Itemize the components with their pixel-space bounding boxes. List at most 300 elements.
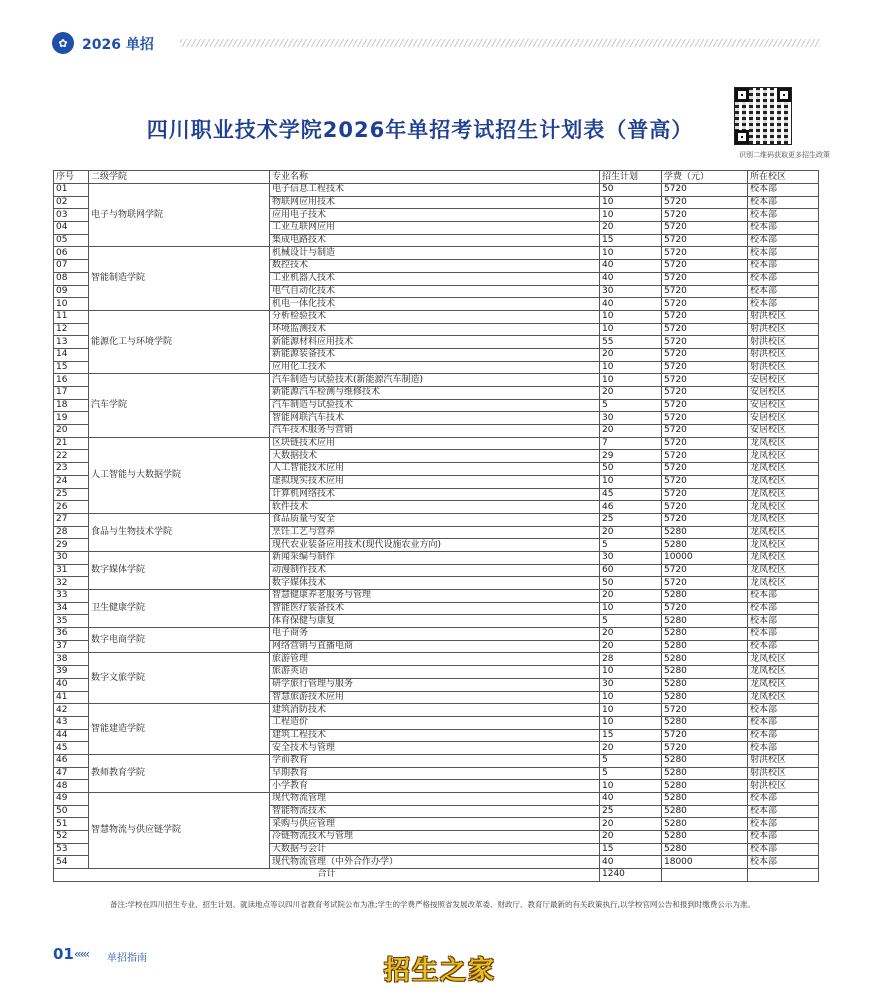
row-number: 51: [54, 818, 89, 831]
campus-name: 龙凤校区: [748, 463, 819, 476]
campus-name: 龙凤校区: [748, 526, 819, 539]
tuition-value: 5720: [662, 196, 748, 209]
campus-name: 校本部: [748, 285, 819, 298]
college-name: 智能制造学院: [89, 247, 270, 310]
tuition-value: 5720: [662, 348, 748, 361]
quota-value: 10: [600, 310, 662, 323]
major-name: 现代农业装备应用技术(现代设施农业方向): [270, 539, 600, 552]
row-number: 07: [54, 260, 89, 273]
quota-value: 55: [600, 336, 662, 349]
row-number: 10: [54, 298, 89, 311]
campus-name: 龙凤校区: [748, 577, 819, 590]
table-row: [54, 247, 819, 260]
tuition-value: 5280: [662, 818, 748, 831]
campus-name: 校本部: [748, 805, 819, 818]
quota-value: 40: [600, 298, 662, 311]
quota-value: 25: [600, 805, 662, 818]
major-name: 现代物流管理（中外合作办学）: [270, 856, 600, 869]
campus-name: 安居校区: [748, 399, 819, 412]
footnote: 备注:学校在四川招生专业、招生计划、就读地点等以四川省教育考试院公布为准;学生的学费严格按照省发展改革委、财政厅、教育厅最新的有关政策执行,以学校官网公告和报到时缴费公示为准。: [110, 900, 755, 909]
tuition-value: 5720: [662, 260, 748, 273]
column-header: 招生计划: [600, 171, 662, 184]
major-name: 动漫制作技术: [270, 564, 600, 577]
college-name: 智慧物流与供应链学院: [89, 793, 270, 869]
campus-name: 校本部: [748, 716, 819, 729]
quota-value: 30: [600, 551, 662, 564]
major-name: 智能网联汽车技术: [270, 412, 600, 425]
row-number: 24: [54, 475, 89, 488]
row-number: 35: [54, 615, 89, 628]
tuition-value: 5720: [662, 336, 748, 349]
major-name: 电子信息工程技术: [270, 184, 600, 197]
quota-value: 10: [600, 704, 662, 717]
tuition-value: 5280: [662, 539, 748, 552]
campus-name: 龙凤校区: [748, 475, 819, 488]
tuition-value: 5720: [662, 437, 748, 450]
row-number: 29: [54, 539, 89, 552]
campus-name: 射洪校区: [748, 348, 819, 361]
campus-name: 安居校区: [748, 425, 819, 438]
campus-name: 校本部: [748, 704, 819, 717]
tuition-value: 5720: [662, 463, 748, 476]
tuition-value: 5720: [662, 602, 748, 615]
row-number: 09: [54, 285, 89, 298]
tuition-value: 5280: [662, 691, 748, 704]
quota-value: 20: [600, 628, 662, 641]
page-header: [52, 32, 822, 54]
tuition-value: 5720: [662, 361, 748, 374]
quota-value: 10: [600, 716, 662, 729]
major-name: 大数据技术: [270, 450, 600, 463]
college-name: 食品与生物技术学院: [89, 513, 270, 551]
tuition-value: 5720: [662, 234, 748, 247]
quota-value: 5: [600, 399, 662, 412]
campus-name: 校本部: [748, 272, 819, 285]
campus-name: 龙凤校区: [748, 678, 819, 691]
major-name: 建筑工程技术: [270, 729, 600, 742]
college-name: 数字电商学院: [89, 628, 270, 653]
quota-value: 15: [600, 729, 662, 742]
tuition-value: 5280: [662, 526, 748, 539]
tuition-value: 5280: [662, 678, 748, 691]
tuition-value: 5280: [662, 831, 748, 844]
campus-name: 校本部: [748, 260, 819, 273]
campus-name: 校本部: [748, 742, 819, 755]
quota-value: 10: [600, 196, 662, 209]
quota-value: 20: [600, 831, 662, 844]
tuition-value: 18000: [662, 856, 748, 869]
tuition-value: 5720: [662, 425, 748, 438]
row-number: 05: [54, 234, 89, 247]
major-name: 小学教育: [270, 780, 600, 793]
quota-value: 30: [600, 412, 662, 425]
row-number: 17: [54, 387, 89, 400]
campus-name: 校本部: [748, 831, 819, 844]
major-name: 旅游管理: [270, 653, 600, 666]
tuition-value: 5720: [662, 285, 748, 298]
quota-value: 30: [600, 678, 662, 691]
tuition-value: 5280: [662, 767, 748, 780]
table-row: [54, 551, 819, 564]
quota-value: 10: [600, 374, 662, 387]
table-row: [54, 704, 819, 717]
row-number: 15: [54, 361, 89, 374]
major-name: 新能源汽车检测与维修技术: [270, 387, 600, 400]
row-number: 41: [54, 691, 89, 704]
major-name: 环境监测技术: [270, 323, 600, 336]
major-name: 工业机器人技术: [270, 272, 600, 285]
row-number: 54: [54, 856, 89, 869]
major-name: 新能源材料应用技术: [270, 336, 600, 349]
tuition-value: 10000: [662, 551, 748, 564]
row-number: 01: [54, 184, 89, 197]
row-number: 32: [54, 577, 89, 590]
tuition-value: 5280: [662, 805, 748, 818]
campus-name: 校本部: [748, 615, 819, 628]
campus-name: 安居校区: [748, 374, 819, 387]
quota-value: 50: [600, 184, 662, 197]
quota-value: 20: [600, 348, 662, 361]
college-name: 教师教育学院: [89, 754, 270, 792]
quota-value: 10: [600, 209, 662, 222]
quota-value: 20: [600, 742, 662, 755]
campus-name: 校本部: [748, 818, 819, 831]
campus-name: 校本部: [748, 184, 819, 197]
campus-name: 射洪校区: [748, 754, 819, 767]
quota-value: 10: [600, 666, 662, 679]
row-number: 44: [54, 729, 89, 742]
quota-value: 10: [600, 323, 662, 336]
row-number: 40: [54, 678, 89, 691]
major-name: 区块链技术应用: [270, 437, 600, 450]
major-name: 物联网应用技术: [270, 196, 600, 209]
major-name: 人工智能技术应用: [270, 463, 600, 476]
table-row: [54, 590, 819, 603]
major-name: 食品质量与安全: [270, 513, 600, 526]
tuition-value: 5280: [662, 590, 748, 603]
table-row: [54, 754, 819, 767]
quota-value: 15: [600, 843, 662, 856]
major-name: 电气自动化技术: [270, 285, 600, 298]
row-number: 38: [54, 653, 89, 666]
campus-name: 校本部: [748, 729, 819, 742]
row-number: 47: [54, 767, 89, 780]
tuition-value: 5720: [662, 323, 748, 336]
tuition-value: 5720: [662, 247, 748, 260]
tuition-value: 5720: [662, 501, 748, 514]
quota-value: 10: [600, 691, 662, 704]
campus-name: 龙凤校区: [748, 539, 819, 552]
page-number: 01: [53, 945, 74, 963]
table-row: [54, 653, 819, 666]
campus-name: 校本部: [748, 590, 819, 603]
school-emblem-icon: ✿: [52, 32, 74, 54]
campus-name: 校本部: [748, 843, 819, 856]
major-name: 学前教育: [270, 754, 600, 767]
total-row: [54, 869, 819, 882]
chevron-left-icon: ‹‹‹‹‹: [74, 947, 88, 961]
quota-value: 29: [600, 450, 662, 463]
campus-name: 龙凤校区: [748, 691, 819, 704]
college-name: 智能建造学院: [89, 704, 270, 755]
quota-value: 20: [600, 387, 662, 400]
header-title: 2026 单招: [82, 37, 154, 53]
column-header: 所在校区: [748, 171, 819, 184]
major-name: 智能医疗装备技术: [270, 602, 600, 615]
tuition-value: 5280: [662, 793, 748, 806]
quota-value: 28: [600, 653, 662, 666]
quota-value: 60: [600, 564, 662, 577]
campus-name: 射洪校区: [748, 767, 819, 780]
row-number: 46: [54, 754, 89, 767]
page-title: 四川职业技术学院2026年单招考试招生计划表（普高）: [146, 118, 694, 142]
tuition-value: 5280: [662, 653, 748, 666]
table-header-row: [54, 171, 819, 184]
campus-name: 龙凤校区: [748, 666, 819, 679]
major-name: 冷链物流技术与管理: [270, 831, 600, 844]
table-row: [54, 513, 819, 526]
row-number: 13: [54, 336, 89, 349]
major-name: 安全技术与管理: [270, 742, 600, 755]
row-number: 27: [54, 513, 89, 526]
row-number: 45: [54, 742, 89, 755]
college-name: 人工智能与大数据学院: [89, 437, 270, 513]
qr-note: 识别二维码获取更多招生政策: [739, 151, 830, 159]
tuition-value: 5720: [662, 298, 748, 311]
major-name: 现代物流管理: [270, 793, 600, 806]
college-name: 数字文旅学院: [89, 653, 270, 704]
major-name: 应用电子技术: [270, 209, 600, 222]
row-number: 48: [54, 780, 89, 793]
tuition-value: 5280: [662, 628, 748, 641]
row-number: 21: [54, 437, 89, 450]
row-number: 12: [54, 323, 89, 336]
row-number: 33: [54, 590, 89, 603]
campus-name: 射洪校区: [748, 323, 819, 336]
major-name: 智慧健康养老服务与管理: [270, 590, 600, 603]
qr-code[interactable]: [735, 88, 791, 144]
row-number: 37: [54, 640, 89, 653]
row-number: 53: [54, 843, 89, 856]
campus-name: 龙凤校区: [748, 488, 819, 501]
quota-value: 40: [600, 856, 662, 869]
quota-value: 10: [600, 602, 662, 615]
major-name: 分析检验技术: [270, 310, 600, 323]
campus-name: 射洪校区: [748, 780, 819, 793]
row-number: 25: [54, 488, 89, 501]
total-value: 1240: [600, 869, 662, 882]
quota-value: 20: [600, 526, 662, 539]
quota-value: 50: [600, 463, 662, 476]
table-row: [54, 793, 819, 806]
major-name: 软件技术: [270, 501, 600, 514]
campus-name: 龙凤校区: [748, 437, 819, 450]
row-number: 08: [54, 272, 89, 285]
table-row: [54, 310, 819, 323]
column-header: 二级学院: [89, 171, 270, 184]
tuition-value: 5280: [662, 754, 748, 767]
tuition-value: 5720: [662, 577, 748, 590]
campus-name: 校本部: [748, 298, 819, 311]
major-name: 电子商务: [270, 628, 600, 641]
campus-name: 龙凤校区: [748, 653, 819, 666]
row-number: 43: [54, 716, 89, 729]
column-header: 专业名称: [270, 171, 600, 184]
tuition-value: 5720: [662, 450, 748, 463]
campus-name: 校本部: [748, 640, 819, 653]
major-name: 早期教育: [270, 767, 600, 780]
campus-name: 校本部: [748, 196, 819, 209]
total-label: 合计: [54, 869, 600, 882]
campus-name: 校本部: [748, 602, 819, 615]
row-number: 28: [54, 526, 89, 539]
quota-value: 5: [600, 615, 662, 628]
major-name: 数字媒体技术: [270, 577, 600, 590]
campus-name: 龙凤校区: [748, 513, 819, 526]
tuition-value: 5720: [662, 704, 748, 717]
campus-name: 龙凤校区: [748, 564, 819, 577]
tuition-value: 5720: [662, 374, 748, 387]
quota-value: 20: [600, 222, 662, 235]
major-name: 智慧旅游技术应用: [270, 691, 600, 704]
quota-value: 45: [600, 488, 662, 501]
quota-value: 10: [600, 475, 662, 488]
major-name: 智能物流技术: [270, 805, 600, 818]
college-name: 电子与物联网学院: [89, 184, 270, 247]
tuition-value: 5720: [662, 488, 748, 501]
row-number: 18: [54, 399, 89, 412]
tuition-value: 5720: [662, 513, 748, 526]
table-row: [54, 437, 819, 450]
row-number: 03: [54, 209, 89, 222]
tuition-value: 5720: [662, 272, 748, 285]
campus-name: 射洪校区: [748, 310, 819, 323]
empty-cell: [748, 869, 819, 882]
major-name: 应用化工技术: [270, 361, 600, 374]
row-number: 52: [54, 831, 89, 844]
quota-value: 40: [600, 793, 662, 806]
row-number: 19: [54, 412, 89, 425]
column-header: 序号: [54, 171, 89, 184]
campus-name: 校本部: [748, 247, 819, 260]
tuition-value: 5720: [662, 399, 748, 412]
quota-value: 10: [600, 247, 662, 260]
campus-name: 射洪校区: [748, 361, 819, 374]
row-number: 39: [54, 666, 89, 679]
tuition-value: 5280: [662, 780, 748, 793]
major-name: 网络营销与直播电商: [270, 640, 600, 653]
campus-name: 龙凤校区: [748, 501, 819, 514]
quota-value: 20: [600, 425, 662, 438]
campus-name: 射洪校区: [748, 336, 819, 349]
campus-name: 安居校区: [748, 412, 819, 425]
campus-name: 校本部: [748, 856, 819, 869]
major-name: 工程造价: [270, 716, 600, 729]
tuition-value: 5720: [662, 310, 748, 323]
row-number: 50: [54, 805, 89, 818]
major-name: 烹饪工艺与营养: [270, 526, 600, 539]
major-name: 体育保健与康复: [270, 615, 600, 628]
table-row: [54, 184, 819, 197]
campus-name: 安居校区: [748, 387, 819, 400]
row-number: 34: [54, 602, 89, 615]
row-number: 04: [54, 222, 89, 235]
college-name: 数字媒体学院: [89, 551, 270, 589]
tuition-value: 5720: [662, 475, 748, 488]
major-name: 新闻采编与制作: [270, 551, 600, 564]
tuition-value: 5280: [662, 843, 748, 856]
tuition-value: 5280: [662, 640, 748, 653]
row-number: 20: [54, 425, 89, 438]
quota-value: 20: [600, 818, 662, 831]
major-name: 机电一体化技术: [270, 298, 600, 311]
table-row: [54, 374, 819, 387]
major-name: 虚拟现实技术应用: [270, 475, 600, 488]
tuition-value: 5720: [662, 184, 748, 197]
row-number: 31: [54, 564, 89, 577]
major-name: 汽车制造与试验技术: [270, 399, 600, 412]
campus-name: 校本部: [748, 628, 819, 641]
major-name: 数控技术: [270, 260, 600, 273]
column-header: 学费（元）: [662, 171, 748, 184]
quota-value: 5: [600, 754, 662, 767]
major-name: 汽车技术服务与营销: [270, 425, 600, 438]
tuition-value: 5720: [662, 742, 748, 755]
tuition-value: 5280: [662, 716, 748, 729]
college-name: 汽车学院: [89, 374, 270, 437]
quota-value: 20: [600, 640, 662, 653]
tuition-value: 5720: [662, 222, 748, 235]
quota-value: 20: [600, 590, 662, 603]
empty-cell: [662, 869, 748, 882]
quota-value: 40: [600, 272, 662, 285]
row-number: 36: [54, 628, 89, 641]
row-number: 06: [54, 247, 89, 260]
campus-name: 龙凤校区: [748, 551, 819, 564]
header-decoration: [180, 39, 820, 47]
quota-value: 15: [600, 234, 662, 247]
tuition-value: 5720: [662, 387, 748, 400]
row-number: 11: [54, 310, 89, 323]
quota-value: 5: [600, 539, 662, 552]
footer-label: 单招指南: [107, 953, 147, 964]
major-name: 机械设计与制造: [270, 247, 600, 260]
campus-name: 校本部: [748, 209, 819, 222]
row-number: 26: [54, 501, 89, 514]
major-name: 计算机网络技术: [270, 488, 600, 501]
tuition-value: 5720: [662, 209, 748, 222]
tuition-value: 5720: [662, 729, 748, 742]
quota-value: 25: [600, 513, 662, 526]
row-number: 42: [54, 704, 89, 717]
tuition-value: 5720: [662, 564, 748, 577]
tuition-value: 5720: [662, 412, 748, 425]
row-number: 49: [54, 793, 89, 806]
major-name: 集成电路技术: [270, 234, 600, 247]
major-name: 工业互联网应用: [270, 222, 600, 235]
quota-value: 10: [600, 780, 662, 793]
quota-value: 7: [600, 437, 662, 450]
table-row: [54, 628, 819, 641]
row-number: 22: [54, 450, 89, 463]
major-name: 采购与供应管理: [270, 818, 600, 831]
major-name: 研学旅行管理与服务: [270, 678, 600, 691]
major-name: 大数据与会计: [270, 843, 600, 856]
tuition-value: 5280: [662, 666, 748, 679]
college-name: 能源化工与环境学院: [89, 310, 270, 373]
quota-value: 50: [600, 577, 662, 590]
enrollment-plan-table: [53, 170, 819, 882]
